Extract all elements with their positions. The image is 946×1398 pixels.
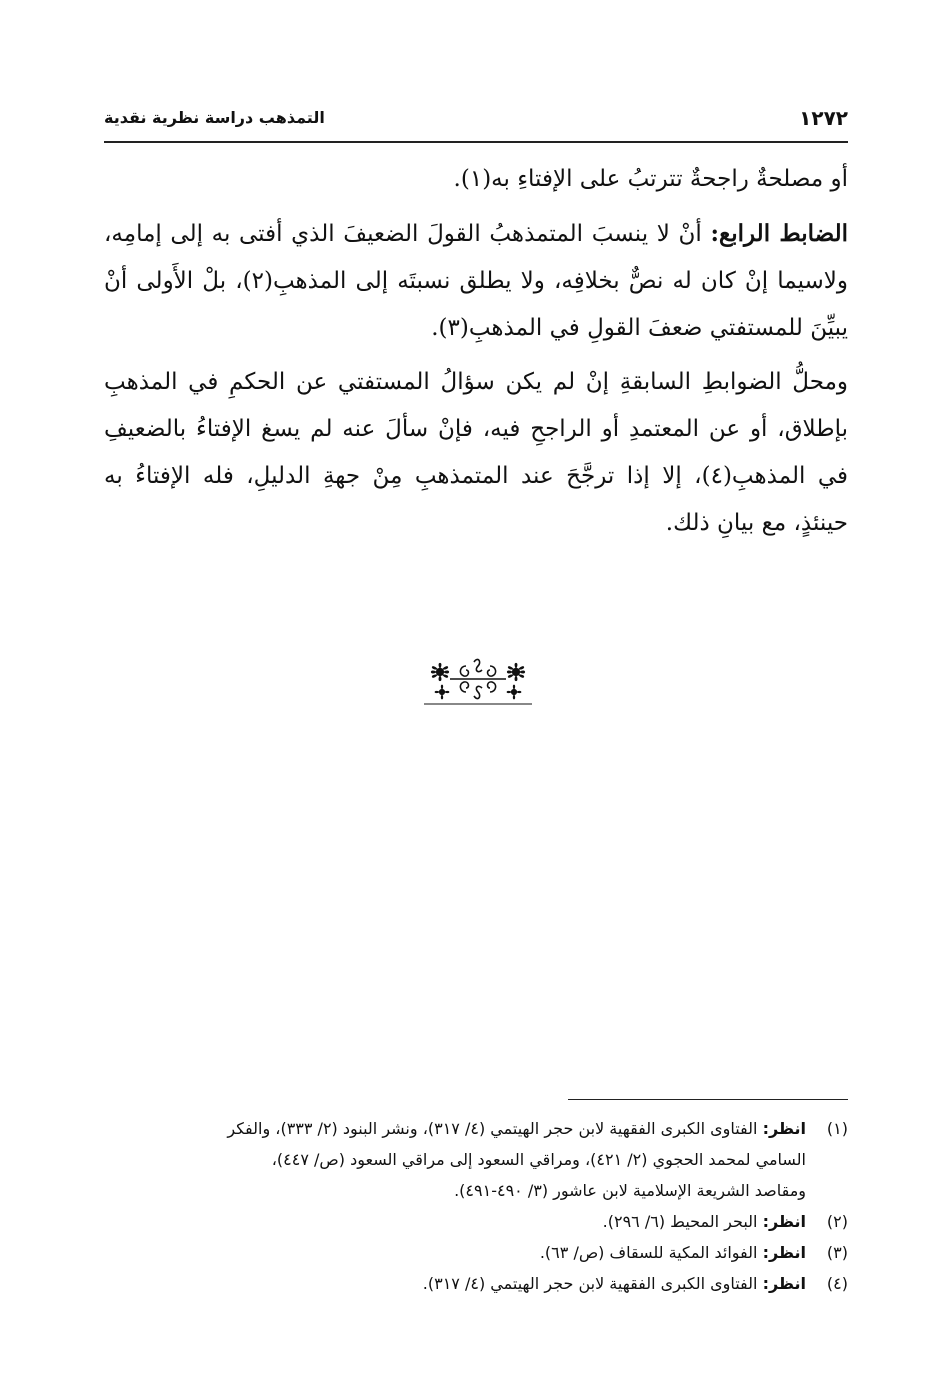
footnotes: [104, 1113, 848, 1299]
footnote-number: (٣): [826, 1243, 848, 1262]
footnote-lead: انظر:: [762, 1243, 806, 1262]
footnote-lead: انظر:: [762, 1274, 806, 1293]
header-rule: [104, 141, 848, 143]
paragraph-2-text: أنْ لا ينسبَ المتمذهبُ القولَ الضعيفَ الذي أفتى به إلى إمامِه، ولاسيما إنْ كان له نصٌّ بخلافِه، ولا يطلق نسبتَه إلى المذهبِ(٢)، بلْ الأَولى أنْ يبيِّنَ للمستفتي ضعفَ القولِ في المذهبِ(٣).: [104, 221, 849, 341]
footnote-lead: انظر:: [762, 1212, 806, 1231]
footnote-line: ومقاصد الشريعة الإسلامية لابن عاشور (٣/ ٤٩٠-٤٩١).: [454, 1181, 806, 1200]
footnote-1: [104, 1113, 848, 1206]
footnote-text: [104, 1237, 806, 1268]
page-header: [104, 104, 848, 142]
footnote-3: [104, 1237, 848, 1268]
footnote-number: (١): [826, 1119, 848, 1138]
footnote-line: السامي لمحمد الحجوي (٢/ ٤٢١)، ومراقي السعود إلى مراقي السعود (ص/ ٤٤٧)،: [271, 1150, 806, 1169]
footnote-lead: انظر:: [762, 1119, 806, 1138]
footnote-text: [104, 1113, 806, 1206]
footnote-text: [104, 1268, 806, 1299]
footnote-number: (٢): [826, 1212, 848, 1231]
footnote-2: [104, 1206, 848, 1237]
floral-ornament-icon: [422, 652, 534, 706]
main-text: [104, 156, 848, 554]
running-title: التمذهب دراسة نظرية نقدية: [104, 108, 325, 127]
footnote-line: الفوائد المكية للسقاف (ص/ ٦٣).: [539, 1243, 758, 1262]
paragraph-3: ومحلُّ الضوابطِ السابقةِ إنْ لم يكن سؤالُ المستفتي عن الحكمِ في المذهبِ بإطلاق، أو عن المعتمدِ أو الراجحِ فيه، فإنْ سألَ عنه لم يسغ الإفتاءُ بالضعيفِ في المذهبِ(٤)، إلا إذا ترجَّحَ عند المتمذهبِ مِنْ جهةِ الدليلِ، فله الإفتاءُ به حينئذٍ، مع بيانِ ذلك.: [104, 369, 848, 536]
footnote-rule: [568, 1099, 848, 1100]
page-number: ١٢٧٢: [799, 106, 848, 130]
footnote-4: [104, 1268, 848, 1299]
footnote-line: البحر المحيط (٦/ ٢٩٦).: [602, 1212, 758, 1231]
paragraph-2: [104, 210, 848, 352]
footnote-line: الفتاوى الكبرى الفقهية لابن حجر الهيتمي (٤/ ٣١٧).: [422, 1274, 758, 1293]
footnote-number: (٤): [826, 1274, 848, 1293]
footnote-line: الفتاوى الكبرى الفقهية لابن حجر الهيتمي (٤/ ٣١٧)، ونشر البنود (٢/ ٣٣٣)، والفكر: [227, 1119, 758, 1138]
rule-heading: الضابط الرابع:: [710, 220, 848, 247]
footnote-text: [104, 1206, 806, 1237]
paragraph-1: أو مصلحةٌ راجحةٌ تترتبُ على الإفتاءِ به(١).: [453, 166, 848, 192]
